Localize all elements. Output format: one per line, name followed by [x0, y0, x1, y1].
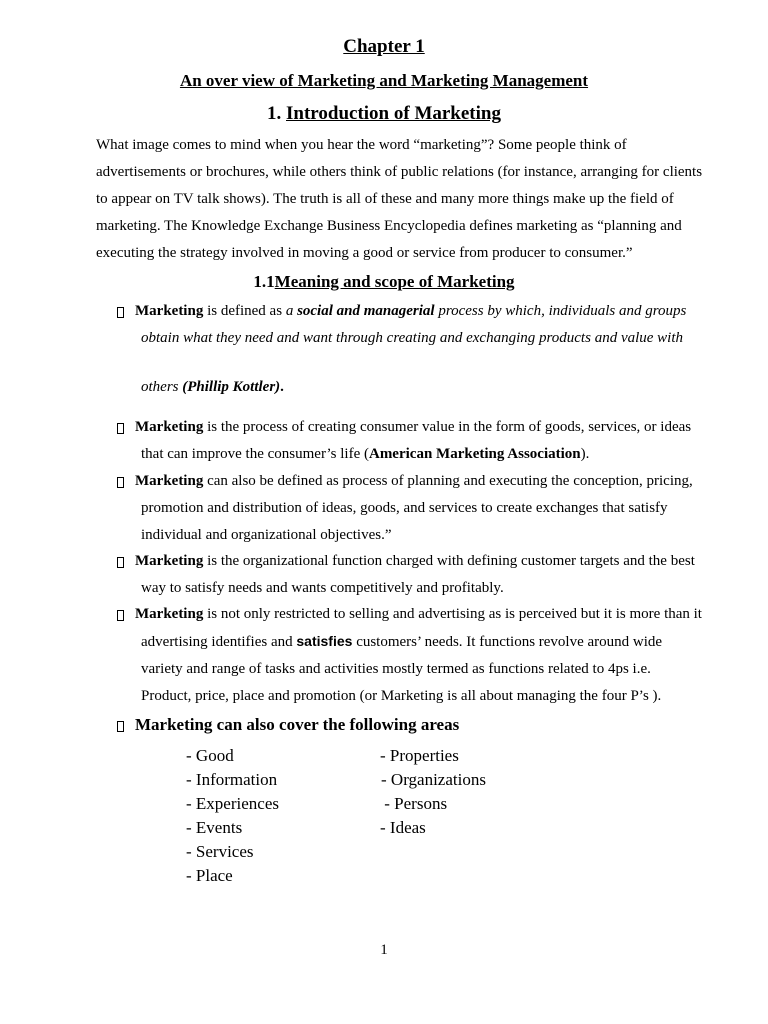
- intro-line: to appear on TV talk shows). The truth is all of these and many more things make up the field of: [96, 191, 674, 207]
- section-1-title: Introduction of Marketing: [286, 103, 501, 124]
- text: a: [285, 303, 298, 319]
- intro-line: What image comes to mind when you hear the word “marketing”? Some people think of: [96, 137, 627, 153]
- definition-line: [141, 379, 284, 396]
- list-item: - Properties: [380, 746, 459, 765]
- bullet-icon: [117, 307, 124, 321]
- text: that can improve the consumer’s life (: [141, 446, 369, 462]
- definition-line: variety and range of tasks and activities mostly termed as functions related to 4ps i.e.: [141, 661, 651, 677]
- text: advertising identifies and: [141, 634, 297, 650]
- text: is the process of creating consumer value in the form of goods, services, or ideas: [203, 419, 692, 435]
- section-1-1-heading: [0, 272, 768, 292]
- definition-line: Product, price, place and promotion (or Marketing is all about managing the four P’s ).: [141, 688, 662, 704]
- list-item: - Good: [186, 746, 234, 765]
- list-item: - Information: [186, 770, 278, 789]
- emphasis: social and managerial: [297, 303, 435, 319]
- page-number: 1: [380, 942, 388, 958]
- definition-line: obtain what they need and want through creating and exchanging products and value with: [141, 330, 684, 346]
- bullet-icon: [117, 423, 124, 437]
- citation: (Phillip Kottler): [182, 379, 281, 395]
- bullet-icon: [117, 557, 124, 571]
- definition-line: way to satisfy needs and wants competitively and profitably.: [141, 580, 504, 596]
- term: Marketing: [135, 419, 204, 435]
- text: customers’ needs. It functions revolve around wide: [352, 634, 663, 650]
- definition-line: [135, 419, 691, 436]
- definition-line: [141, 633, 662, 651]
- citation: American Marketing Association: [368, 446, 581, 462]
- definition-line: promotion and distribution of ideas, goods, and services to create exchanges that satisfy: [141, 500, 668, 516]
- list-item: - Ideas: [380, 818, 426, 837]
- list-item: - Place: [186, 866, 233, 885]
- definition-line: [135, 303, 686, 320]
- bullet-icon: [117, 477, 124, 491]
- text: is not only restricted to selling and advertising as is perceived but it is more than it: [203, 606, 702, 622]
- section-1-1-number: 1.1: [253, 272, 275, 291]
- text: is the organizational function charged with defining customer targets and the best: [203, 553, 695, 569]
- definition-line: individual and organizational objectives.”: [141, 527, 392, 543]
- text: process by which, individuals and groups: [434, 303, 687, 319]
- bullet-icon: [117, 721, 124, 735]
- areas-heading: Marketing can also cover the following areas: [135, 715, 460, 734]
- intro-line: marketing. The Knowledge Exchange Business Encyclopedia defines marketing as “planning and: [96, 218, 682, 234]
- list-item: - Organizations: [381, 770, 486, 789]
- emphasis: satisfies: [296, 633, 353, 649]
- section-1-heading: [0, 103, 768, 125]
- term: Marketing: [135, 553, 204, 569]
- term: Marketing: [135, 303, 204, 319]
- section-1-number: 1.: [267, 103, 282, 124]
- definition-line: [135, 473, 693, 490]
- text: can also be defined as process of planning and executing the conception, pricing,: [203, 473, 693, 489]
- list-item: - Persons: [380, 794, 448, 813]
- term: Marketing: [135, 473, 204, 489]
- definition-line: [141, 446, 589, 463]
- list-item: - Services: [186, 842, 254, 861]
- list-item: - Experiences: [186, 794, 279, 813]
- text: .: [280, 379, 284, 395]
- section-1-1-title: Meaning and scope of Marketing: [274, 272, 515, 291]
- definition-line: [135, 553, 695, 570]
- chapter-title: Chapter 1: [343, 36, 425, 57]
- text: ).: [580, 446, 590, 462]
- definition-line: [135, 606, 702, 623]
- text: is defined as: [203, 303, 286, 319]
- chapter-subtitle: An over view of Marketing and Marketing Management: [179, 71, 589, 90]
- bullet-icon: [117, 610, 124, 624]
- text: others: [141, 379, 183, 395]
- term: Marketing: [135, 606, 204, 622]
- intro-line: executing the strategy involved in moving a good or service from producer to consumer.”: [96, 245, 633, 261]
- intro-line: advertisements or brochures, while others think of public relations (for instance, arranging for clients: [96, 164, 703, 180]
- list-item: - Events: [186, 818, 243, 837]
